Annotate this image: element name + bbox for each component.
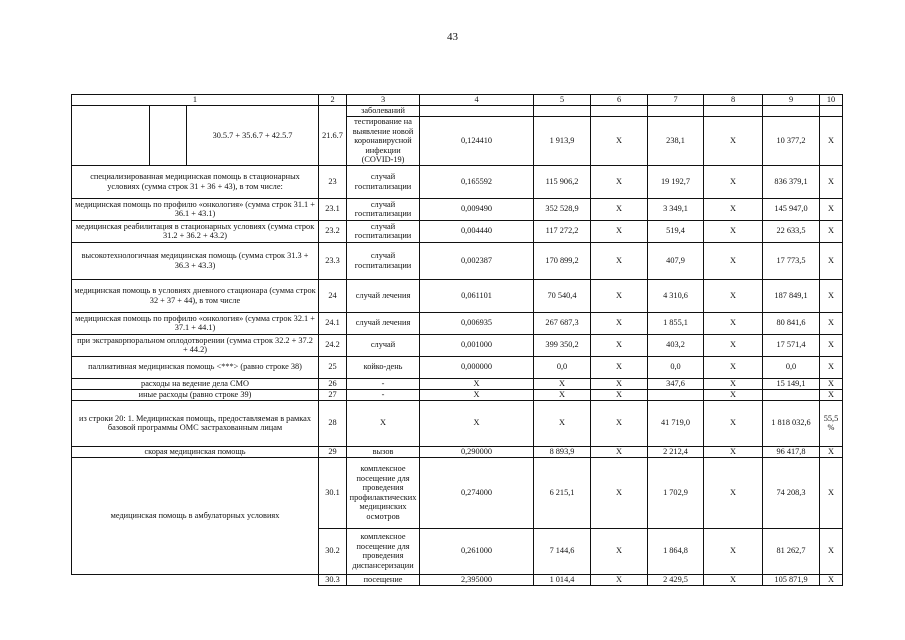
table-row	[72, 356, 843, 378]
cell-col7: 2 212,4	[648, 446, 704, 457]
cell-col1: специализированная медицинская помощь в стационарных условиях (сумма строк 31 + 36 + 43), в том числе:	[72, 165, 319, 198]
cell-col8: X	[704, 378, 763, 389]
cell-col3: случай госпитализации	[347, 198, 420, 220]
cell-col2: 23.1	[319, 198, 347, 220]
cell-col4: 2,395000	[420, 574, 534, 585]
cell-col3: вызов	[347, 446, 420, 457]
cell-col9: 15 149,1	[763, 378, 820, 389]
cell-col7: 1 855,1	[648, 312, 704, 334]
cell-col7: 238,1	[648, 117, 704, 166]
cell-col1: расходы на ведение дела СМО	[72, 378, 319, 389]
cell-col2: 26	[319, 378, 347, 389]
cell-col10: X	[820, 279, 843, 312]
cell-col10: X	[820, 356, 843, 378]
cell-col5: 117 272,2	[534, 220, 591, 242]
cell-col2: 24.1	[319, 312, 347, 334]
cell-col9: 17 773,5	[763, 242, 820, 279]
page-number: 43	[447, 31, 458, 43]
cell-col1: медицинская реабилитация в стационарных условиях (сумма строк 31.2 + 36.2 + 43.2)	[72, 220, 319, 242]
cell-col5: 8 893,9	[534, 446, 591, 457]
cell-col8: X	[704, 400, 763, 446]
cell-col2: 23.2	[319, 220, 347, 242]
cell-col4: 0,002387	[420, 242, 534, 279]
data-table	[71, 94, 843, 586]
cell-col8: X	[704, 528, 763, 574]
table-row	[72, 389, 843, 400]
cell-col1: при экстракорпоральном оплодотворении (сумма строк 32.2 + 37.2 + 44.2)	[72, 334, 319, 356]
cell-col8: X	[704, 242, 763, 279]
cell-col9: 187 849,1	[763, 279, 820, 312]
cell-col3: заболеваний	[347, 106, 420, 117]
table-row	[72, 334, 843, 356]
cell-col2: 28	[319, 400, 347, 446]
cell-col8: X	[704, 334, 763, 356]
cell-col7: 41 719,0	[648, 400, 704, 446]
cell-col2: 25	[319, 356, 347, 378]
cell-col1: иные расходы (равно строке 39)	[72, 389, 319, 400]
cell-col10: X	[820, 378, 843, 389]
header-cell: 10	[820, 95, 843, 106]
cell-col2: 23.3	[319, 242, 347, 279]
cell-col4: 0,274000	[420, 457, 534, 528]
cell-col8: X	[704, 446, 763, 457]
cell-col7	[648, 389, 704, 400]
header-cell: 1	[72, 95, 319, 106]
cell-col8: X	[704, 220, 763, 242]
cell-col3: случай	[347, 334, 420, 356]
cell-col6: X	[591, 446, 648, 457]
cell-col2: 30.1	[319, 457, 347, 528]
cell-col1: 30.5.7 + 35.6.7 + 42.5.7	[187, 106, 319, 166]
header-row	[72, 95, 843, 106]
cell-col6: X	[591, 528, 648, 574]
cell-col3: случай госпитализации	[347, 220, 420, 242]
cell-col4: 0,009490	[420, 198, 534, 220]
cell-col4: 0,061101	[420, 279, 534, 312]
cell-col10: X	[820, 457, 843, 528]
cell-col7: 519,4	[648, 220, 704, 242]
cell-col4: 0,001000	[420, 334, 534, 356]
cell-col7: 403,2	[648, 334, 704, 356]
header-cell: 5	[534, 95, 591, 106]
header-cell: 4	[420, 95, 534, 106]
cell-col5: 6 215,1	[534, 457, 591, 528]
cell-col9	[763, 389, 820, 400]
cell-col10: X	[820, 528, 843, 574]
cell-col9: 1 818 032,6	[763, 400, 820, 446]
cell-col9: 105 871,9	[763, 574, 820, 585]
cell-col9: 22 633,5	[763, 220, 820, 242]
cell-col8: X	[704, 312, 763, 334]
cell-col2: 24.2	[319, 334, 347, 356]
cell-col9: 74 208,3	[763, 457, 820, 528]
cell-col4: 0,000000	[420, 356, 534, 378]
cell-col4: X	[420, 378, 534, 389]
cell-col10: X	[820, 220, 843, 242]
header-cell: 7	[648, 95, 704, 106]
cell-col1: медицинская помощь по профилю «онкология» (сумма строк 31.1 + 36.1 + 43.1)	[72, 198, 319, 220]
cell-col7: 3 349,1	[648, 198, 704, 220]
cell-col5: 399 350,2	[534, 334, 591, 356]
cell-col8: X	[704, 165, 763, 198]
header-cell: 3	[347, 95, 420, 106]
cell-col3: -	[347, 378, 420, 389]
table-row	[72, 574, 843, 585]
cell-col8: X	[704, 279, 763, 312]
table-row	[72, 378, 843, 389]
cell-col6: X	[591, 378, 648, 389]
cell-col4: 0,124410	[420, 117, 534, 166]
cell-col9: 836 379,1	[763, 165, 820, 198]
cell-col4: 0,290000	[420, 446, 534, 457]
cell-col7: 407,9	[648, 242, 704, 279]
cell-col3: случай госпитализации	[347, 165, 420, 198]
cell-col10: X	[820, 446, 843, 457]
header-cell: 2	[319, 95, 347, 106]
cell-col7: 1 702,9	[648, 457, 704, 528]
cell-col5: X	[534, 378, 591, 389]
cell-col2: 29	[319, 446, 347, 457]
cell-col10: X	[820, 334, 843, 356]
cell-col8: X	[704, 457, 763, 528]
cell-col7: 1 864,8	[648, 528, 704, 574]
cell-col5: 352 528,9	[534, 198, 591, 220]
cell-col10: X	[820, 198, 843, 220]
cell-col10: X	[820, 117, 843, 166]
cell-col3: случай госпитализации	[347, 242, 420, 279]
cell-col8: X	[704, 117, 763, 166]
cell-col1: медицинская помощь по профилю «онкология» (сумма строк 32.1 + 37.1 + 44.1)	[72, 312, 319, 334]
cell-col6: X	[591, 117, 648, 166]
cell-col1: паллиативная медицинская помощь <***> (равно строке 38)	[72, 356, 319, 378]
table-row	[72, 312, 843, 334]
cell-col4: X	[420, 389, 534, 400]
cell-col2: 30.2	[319, 528, 347, 574]
cell-col3: случай лечения	[347, 312, 420, 334]
cell-col3: комплексное посещение для проведения профилактических медицинских осмотров	[347, 457, 420, 528]
cell-col5: 115 906,2	[534, 165, 591, 198]
cell-col10: X	[820, 312, 843, 334]
cell-col8: X	[704, 198, 763, 220]
cell-col6: X	[591, 242, 648, 279]
cell-col2: 30.3	[319, 574, 347, 585]
cell-col5: X	[534, 400, 591, 446]
cell-col3: X	[347, 400, 420, 446]
cell-col5: 267 687,3	[534, 312, 591, 334]
cell-col9: 80 841,6	[763, 312, 820, 334]
cell-col4: 0,006935	[420, 312, 534, 334]
cell-col6: X	[591, 574, 648, 585]
cell-col4: 0,261000	[420, 528, 534, 574]
header-cell: 6	[591, 95, 648, 106]
cell-col10: X	[820, 574, 843, 585]
cell-col4: 0,004440	[420, 220, 534, 242]
cell-col7: 2 429,5	[648, 574, 704, 585]
cell-col6: X	[591, 389, 648, 400]
cell-col3: -	[347, 389, 420, 400]
cell-col8: X	[704, 574, 763, 585]
cell-col3: комплексное посещение для проведения диспансеризации	[347, 528, 420, 574]
cell-col4: X	[420, 400, 534, 446]
cell-col1: скорая медицинская помощь	[72, 446, 319, 457]
cell-col7: 19 192,7	[648, 165, 704, 198]
cell-col7: 347,6	[648, 378, 704, 389]
cell-col9: 96 417,8	[763, 446, 820, 457]
cell-col6: X	[591, 279, 648, 312]
cell-col8: X	[704, 356, 763, 378]
cell-col9: 17 571,4	[763, 334, 820, 356]
cell-col4: 0,165592	[420, 165, 534, 198]
cell-col6: X	[591, 334, 648, 356]
table-row	[72, 242, 843, 279]
header-cell: 9	[763, 95, 820, 106]
cell-col8: X	[704, 389, 763, 400]
cell-col6: X	[591, 198, 648, 220]
cell-col1: медицинская помощь в амбулаторных условиях	[72, 457, 319, 574]
cell-col5: X	[534, 389, 591, 400]
table-row	[72, 220, 843, 242]
cell-col1: медицинская помощь в условиях дневного стационара (сумма строк 32 + 37 + 44), в том числе	[72, 279, 319, 312]
cell-col6: X	[591, 400, 648, 446]
cell-col2: 27	[319, 389, 347, 400]
cell-col5: 0,0	[534, 356, 591, 378]
cell-col9: 81 262,7	[763, 528, 820, 574]
cell-col5: 170 899,2	[534, 242, 591, 279]
cell-col5: 1 913,9	[534, 117, 591, 166]
cell-col9: 0,0	[763, 356, 820, 378]
cell-col6: X	[591, 312, 648, 334]
cell-col7: 0,0	[648, 356, 704, 378]
cell-col5: 1 014,4	[534, 574, 591, 585]
cell-col5: 70 540,4	[534, 279, 591, 312]
table-row	[72, 106, 843, 117]
cell-col2: 23	[319, 165, 347, 198]
cell-col1: из строки 20: 1. Медицинская помощь, предоставляемая в рамках базовой программы ОМС застрахованным лицам	[72, 400, 319, 446]
table-row	[72, 165, 843, 198]
cell-col3: тестирование на выявление новой коронавирусной инфекции (COVID-19)	[347, 117, 420, 166]
cell-col5: 7 144,6	[534, 528, 591, 574]
table-row	[72, 400, 843, 446]
cell-col3: посещение	[347, 574, 420, 585]
cell-col1: высокотехнологичная медицинская помощь (сумма строк 31.3 + 36.3 + 43.3)	[72, 242, 319, 279]
cell-col6: X	[591, 165, 648, 198]
cell-col9: 145 947,0	[763, 198, 820, 220]
cell-col10: 55,5 %	[820, 400, 843, 446]
header-cell: 8	[704, 95, 763, 106]
cell-col6: X	[591, 220, 648, 242]
table-row	[72, 198, 843, 220]
cell-col9: 10 377,2	[763, 117, 820, 166]
cell-col10: X	[820, 165, 843, 198]
cell-col3: койко-день	[347, 356, 420, 378]
table-row	[72, 279, 843, 312]
cell-col6: X	[591, 457, 648, 528]
cell-col10: X	[820, 242, 843, 279]
table-row	[72, 457, 843, 528]
table-row	[72, 446, 843, 457]
cell-col3: случай лечения	[347, 279, 420, 312]
cell-col6: X	[591, 356, 648, 378]
cell-col2: 21.6.7	[319, 106, 347, 166]
cell-col10: X	[820, 389, 843, 400]
cell-col2: 24	[319, 279, 347, 312]
cell-col7: 4 310,6	[648, 279, 704, 312]
